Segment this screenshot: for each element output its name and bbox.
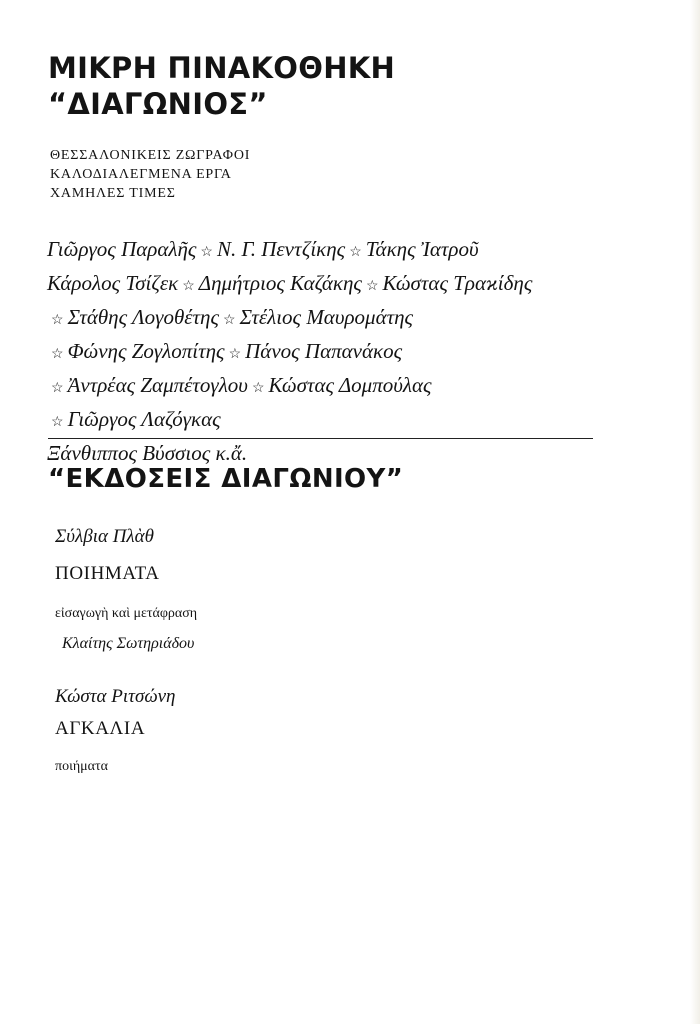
publications-title: “ΕΚΔΟΣΕΙΣ ΔΙΑΓΩΝΙΟΥ” [48, 464, 404, 494]
book-title: ΑΓΚΑΛΙΑ [55, 718, 146, 739]
star-icon: ☆ [51, 381, 64, 396]
artist-line-3 [47, 302, 607, 336]
star-icon: ☆ [200, 245, 213, 260]
gallery-title-line-2: “ΔΙΑΓΩΝΙΟΣ” [48, 87, 268, 121]
artist-name: Κώστας Τραϰίδης [382, 271, 533, 295]
star-icon: ☆ [228, 347, 242, 362]
feature-line: ΧΑΜΗΛΕΣ ΤΙΜΕΣ [50, 186, 176, 201]
artist-name: Στάθης Λογοθέτης [67, 305, 219, 329]
artist-line-5 [47, 370, 607, 404]
artist-name: Ν. Γ. Πεντζίκης [216, 237, 346, 261]
book-translator: Κλαίτης Σωτηριάδου [62, 635, 195, 652]
artist-line-4 [47, 336, 607, 370]
page-edge-shadow [690, 0, 700, 1024]
book-author: Σύλβια Πλὰθ [55, 526, 154, 547]
artist-line-2 [47, 268, 607, 302]
book-note: εἰσαγωγὴ καὶ μετάφραση [55, 606, 198, 621]
book-author: Κώστα Ριτσώνη [55, 686, 176, 707]
artist-name: Τάκης Ἰατροῦ [365, 237, 479, 261]
star-icon: ☆ [51, 347, 64, 362]
artist-name: Γιῶργος Παραλῆς [47, 237, 197, 261]
artist-name: Φώνης Ζογλοπίτης [67, 339, 225, 363]
gallery-features [50, 146, 250, 203]
artist-list-suffix: κ.ἄ. [215, 441, 248, 465]
artist-name: Κάρολος Τσίζεκ [47, 271, 179, 295]
artist-list [47, 234, 607, 469]
section-divider [48, 438, 593, 439]
star-icon: ☆ [223, 313, 236, 328]
star-icon: ☆ [182, 279, 195, 294]
artist-name: Ξάνθιππος Βύσσιος [47, 441, 211, 465]
artist-line-1 [47, 234, 607, 268]
star-icon: ☆ [251, 381, 265, 396]
gallery-title [48, 50, 395, 122]
book-note: ποιήματα [55, 759, 108, 774]
artist-name: Στέλιος Μαυρομάτης [239, 305, 414, 329]
artist-name: Δημήτριος Καζάκης [198, 271, 362, 295]
star-icon: ☆ [51, 313, 64, 328]
artist-name: Γιῶργος Λαζόγκας [67, 407, 221, 431]
artist-name: Πάνος Παπανάκος [245, 339, 403, 363]
star-icon: ☆ [349, 245, 362, 260]
gallery-title-line-1: ΜΙΚΡΗ ΠΙΝΑΚΟΘΗΚΗ [48, 51, 396, 85]
feature-line: ΚΑΛΟΔΙΑΛΕΓΜΕΝΑ ΕΡΓΑ [50, 167, 232, 182]
feature-line: ΘΕΣΣΑΛΟΝΙΚΕΙΣ ΖΩΓΡΑΦΟΙ [50, 148, 251, 163]
star-icon: ☆ [51, 415, 64, 430]
star-icon: ☆ [365, 279, 379, 294]
artist-name: Κώστας Δομπούλας [268, 373, 432, 397]
artist-line-6 [47, 404, 607, 438]
artist-name: Ἀντρέας Ζαμπέτογλου [67, 373, 248, 397]
book-title: ΠΟΙΗΜΑΤΑ [55, 563, 160, 584]
